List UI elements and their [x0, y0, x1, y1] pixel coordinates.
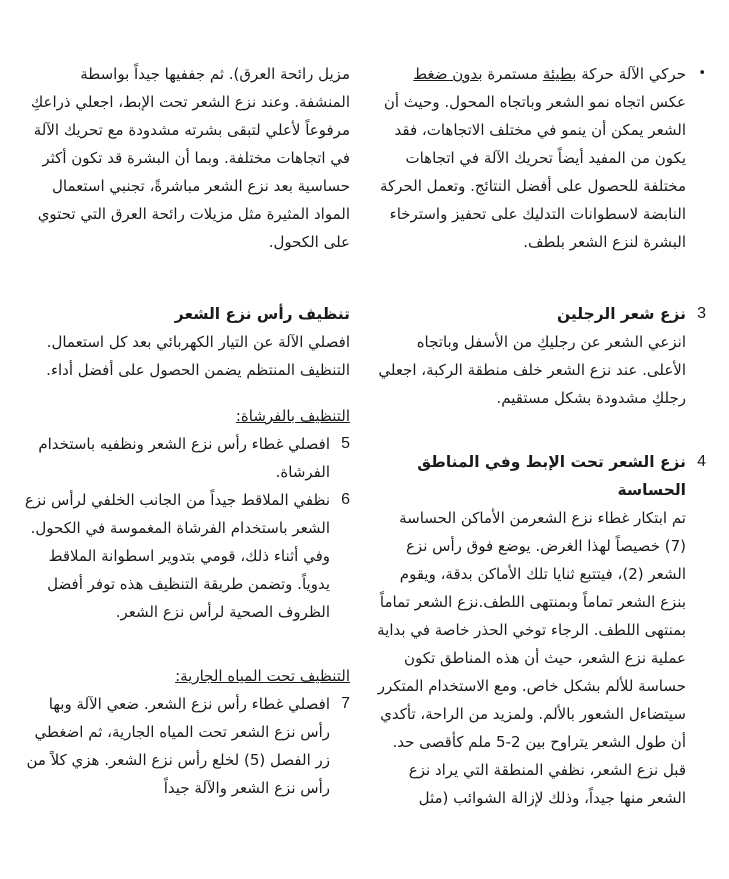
bullet-icon: •: [698, 66, 706, 81]
cleaning-heading: تنظيف رأس نزع الشعر: [174, 305, 350, 323]
bullet-instruction: [376, 60, 706, 256]
step-7-text: افصلي غطاء رأس نزع الشعر. ضعي الآلة وبها رأس نزع الشعر تحت المياه الجارية، ثم اضغطي زر الفصل (5) لخلع رأس نزع الشعر. هزي كلاً من رأس نزع الشعر والآلة جيداً: [26, 695, 330, 797]
step-7-number: 7: [341, 695, 350, 712]
section-4-text: تم ابتكار غطاء نزع الشعرمن الأماكن الحساسة (7) خصيصاً لهذا الغرض. يوضع فوق رأس نزع الشعر (2)، فيتتبع ثنايا تلك الأماكن بدقة، ويقوم بنزع الشعر تماماً وبمنتهى اللطف.نزع الشعر تماماً بمنتهى اللطف. الرجاء توخي الحذر خاصة في بداية عملية نزع الشعر، حيث أن هذه المناطق تكون حساسة للألم بشكل خاص. ومع الاستخدام المتكرر سيتضاءل الشعور بالألم. ولمزيد من الراحة، تأكدي أن طول الشعر يتراوح بين 2-5 ملم كأقصى حد. قبل نزع الشعر، نظفي المنطقة التي يراد نزع الشعر منها جيداً، وذلك لإزالة الشوائب (مثل: [377, 509, 686, 807]
emphasis-no-pressure: بدون ضغط: [413, 65, 483, 83]
bullet-text: حركي الآلة حركة بطيئة مستمرة بدون ضغط عكس اتجاه نمو الشعر وباتجاه المحول. وحيث أن الشعر يمكن أن ينمو في مختلف الاتجاهات، فقد يكون من المفيد أيضاً تحريك الآلة في اتجاهات مختلفة للحصول على أفضل النتائج. وتعمل الحركة النابضة لاسطوانات التدليك على تحفيز واسترخاء البشرة لنزع الشعر بلطف.: [380, 65, 686, 251]
step-6-number: 6: [341, 491, 350, 508]
emphasis-slow: بطيئة: [542, 65, 577, 83]
cleaning-text: افصلي الآلة عن التيار الكهربائي بعد كل استعمال. التنظيف المنتظم يضمن الحصول على أفضل أداء.: [46, 333, 350, 379]
step-5-text: افصلي غطاء رأس نزع الشعر ونظفيه باستخدام الفرشاة.: [38, 435, 330, 481]
section-3-heading: [376, 300, 706, 328]
step-5: [20, 430, 350, 486]
section-4-heading: [376, 448, 706, 504]
section-4-number: 4: [697, 453, 706, 470]
right-column: [376, 60, 706, 812]
continuation-text: مزيل رائحة العرق). ثم جففيها جيداً بواسطة المنشفة. وعند نزع الشعر تحت الإبط، اجعلي ذراعكِ مرفوعاً لأعلي لتبقى بشرته مشدودة مع تحريك الآلة في اتجاهات مختلفة. وبما أن البشرة قد تكون أكثر حساسية بعد نزع الشعر مباشرةً، تجنبي استعمال المواد المثيرة مثل مزيلات رائحة العرق التي تحتوي على الكحول.: [30, 65, 350, 251]
section-3-body: [376, 328, 706, 412]
step-7: [20, 690, 350, 802]
water-subheading: التنظيف تحت المياه الجارية:: [175, 667, 350, 685]
step-6-text: نظفي الملاقط جيداً من الجانب الخلفي لرأس نزع الشعر باستخدام الفرشاة المغموسة في الكحول. وفي أثناء ذلك، قومي بتدوير اسطوانة الملاقط يدوياً. وتضمن طريقة التنظيف هذه توفر أفضل الظروف الصحية لرأس نزع الشعر.: [24, 491, 330, 621]
section-4-body: [376, 504, 706, 812]
brush-subheading: التنظيف بالفرشاة:: [235, 407, 350, 425]
left-column: [20, 60, 350, 802]
section-3-title: نزع شعر الرجلين: [556, 305, 686, 323]
step-6: [20, 486, 350, 626]
section-4-title: نزع الشعر تحت الإبط وفي المناطق الحساسة: [417, 453, 686, 499]
step-5-number: 5: [341, 435, 350, 452]
section-3-text: انزعي الشعر عن رجليكِ من الأسفل وباتجاه الأعلى. عند نزع الشعر خلف منطقة الركبة، اجعلي رجلكِ مشدودة بشكل مستقيم.: [378, 333, 686, 407]
section-3-number: 3: [697, 305, 706, 322]
